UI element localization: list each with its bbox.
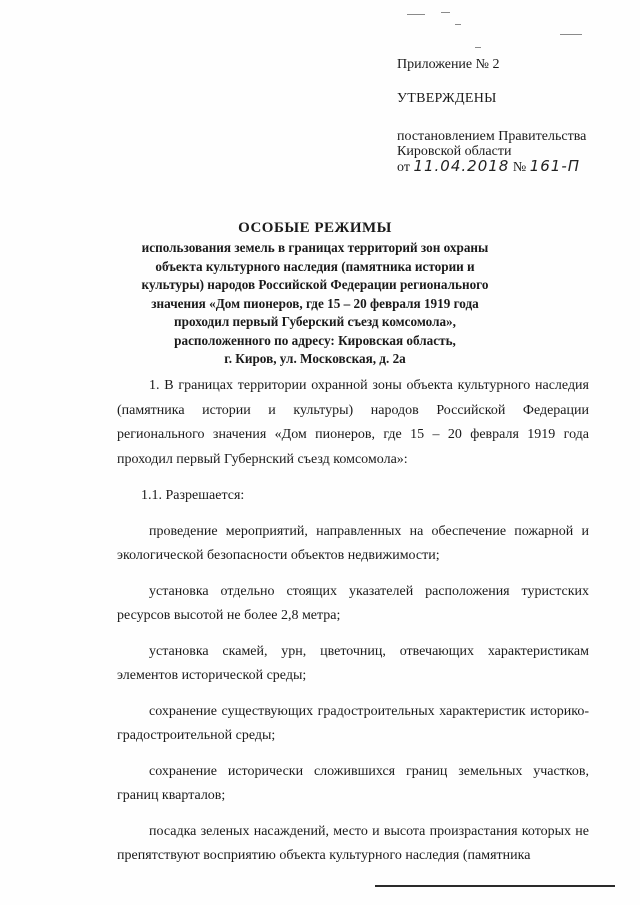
permitted-item: сохранение исторически сложившихся границ земельных участков, границ кварталов; — [117, 763, 589, 803]
title-line: проходил первый Губерский съезд комсомола», — [174, 314, 456, 329]
permitted-item: установка отдельно стоящих указателей расположения туристских ресурсов высотой не более 2,8 метра; — [117, 583, 589, 623]
document-body — [117, 374, 589, 880]
approval-block — [397, 57, 586, 175]
approved-label: УТВЕРЖДЕНЫ — [397, 91, 497, 106]
resolution-date-row — [397, 159, 586, 175]
title-line: г. Киров, ул. Московская, д. 2а — [224, 351, 406, 366]
section-subheading: 1.1. Разрешается: — [141, 488, 245, 503]
title-line: культуры) народов Российской Федерации регионального — [141, 277, 489, 292]
appendix-label: Приложение № 2 — [397, 57, 500, 72]
document-title — [135, 219, 495, 369]
bottom-rule — [375, 885, 615, 887]
handwritten-number: 161-П — [529, 157, 581, 175]
scan-speck — [441, 12, 450, 13]
title-subtitle — [135, 239, 495, 369]
intro-paragraph: 1. В границах территории охранной зоны объекта культурного наследия (памятника истории и культуры) народов Российской Федерации регионального значения «Дом пионеров, где 15 – 20 февраля 1919 года проходил первый Губернский съезд комсомола»: — [117, 378, 589, 467]
scan-speck — [475, 47, 481, 48]
scan-speck — [455, 24, 461, 25]
handwritten-date: 11.04.2018 — [413, 157, 510, 175]
permitted-item: проведение мероприятий, направленных на обеспечение пожарной и экологической безопасности объектов недвижимости; — [117, 523, 589, 563]
resolution-line-2: Кировской области — [397, 144, 512, 159]
title-line: объекта культурного наследия (памятника истории и — [155, 258, 475, 274]
scan-speck — [407, 14, 425, 15]
title-line: значения «Дом пионеров, где 15 – 20 февраля 1919 года — [151, 295, 479, 311]
title-main: ОСОБЫЕ РЕЖИМЫ — [238, 220, 392, 236]
title-line: использования земель в границах территорий зон охраны — [141, 240, 489, 255]
permitted-item: посадка зеленых насаждений, место и высота произрастания которых не препятствуют восприятию объекта культурного наследия (памятника — [117, 823, 589, 863]
number-sign: № — [512, 160, 527, 175]
title-line: расположенного по адресу: Кировская область, — [174, 332, 456, 348]
date-prefix: от — [397, 160, 410, 175]
permitted-item: установка скамей, урн, цветочниц, отвечающих характеристикам элементов исторической среды; — [117, 643, 589, 683]
permitted-item: сохранение существующих градостроительных характеристик историко-градостроительной среды; — [117, 703, 589, 743]
scan-speck — [560, 34, 582, 35]
resolution-line-1: постановлением Правительства — [397, 129, 587, 144]
